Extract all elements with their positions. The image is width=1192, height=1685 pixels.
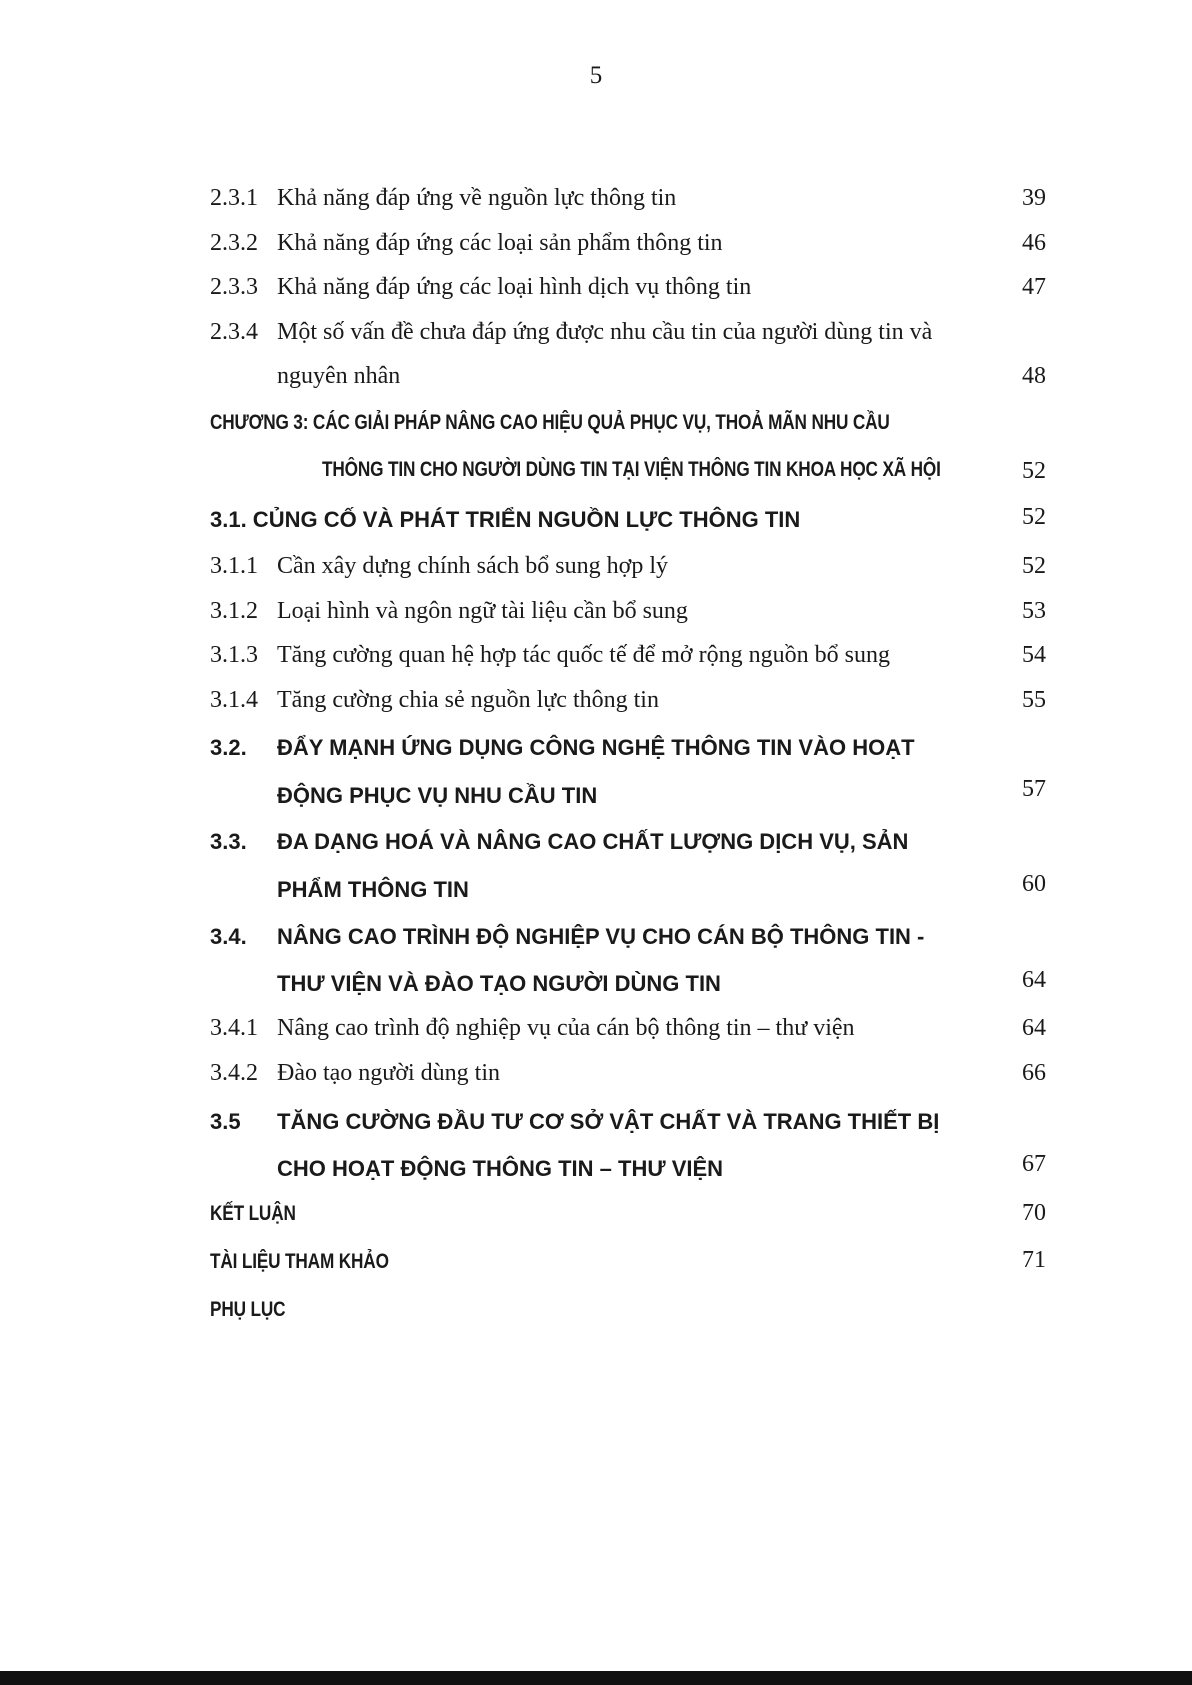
toc-entry-number: 3.1.2	[210, 598, 258, 624]
toc-entry-number: 3.1.1	[210, 553, 258, 579]
toc-appendix[interactable]: PHỤ LỤC	[210, 1298, 286, 1321]
toc-entry-title: Một số vấn đề chưa đáp ứng được nhu cầu tin của người dùng tin và	[277, 319, 933, 345]
toc-section-3-2-title: ĐẨY MẠNH ỨNG DỤNG CÔNG NGHỆ THÔNG TIN VÀO HOẠT	[277, 735, 915, 760]
toc-entry-page: 57	[1022, 776, 1046, 802]
toc-chapter-3-title[interactable]: CHƯƠNG 3: CÁC GIẢI PHÁP NÂNG CAO HIỆU QUẢ PHỤC VỤ, THOẢ MÃN NHU CẦU	[210, 411, 890, 434]
page-bottom-edge	[0, 1671, 1192, 1685]
toc-entry-number: 2.3.2	[210, 230, 258, 256]
toc-entry-page: 46	[1022, 230, 1046, 256]
toc-entry-page: 64	[1022, 1015, 1046, 1041]
toc-section-3-4-title-continued: THƯ VIỆN VÀ ĐÀO TẠO NGƯỜI DÙNG TIN	[277, 971, 721, 996]
toc-entry-number: 2.3.1	[210, 185, 258, 211]
toc-entry-title: Khả năng đáp ứng các loại sản phẩm thông tin	[277, 230, 723, 256]
toc-section-3-5-title-continued: CHO HOẠT ĐỘNG THÔNG TIN – THƯ VIỆN	[277, 1156, 724, 1181]
toc-entry-number: 3.1.3	[210, 642, 258, 668]
toc-entry-title: Đào tạo người dùng tin	[277, 1060, 501, 1086]
toc-section-3-4-title: NÂNG CAO TRÌNH ĐỘ NGHIỆP VỤ CHO CÁN BỘ THÔNG TIN -	[277, 924, 925, 949]
toc-entry-page: 52	[1022, 553, 1046, 579]
toc-entry-number: 2.3.3	[210, 274, 258, 300]
toc-entry-number: 3.1.4	[210, 687, 258, 713]
toc-entry-page: 39	[1022, 185, 1046, 211]
toc-section-3-2-number[interactable]: 3.2.	[210, 735, 247, 760]
toc-section-3-4-number[interactable]: 3.4.	[210, 924, 247, 949]
toc-entry-page: 52	[1022, 458, 1046, 484]
toc-entry-title: Khả năng đáp ứng về nguồn lực thông tin	[277, 185, 677, 211]
toc-chapter-3-title-continued: THÔNG TIN CHO NGƯỜI DÙNG TIN TẠI VIỆN THÔNG TIN KHOA HỌC XÃ HỘI	[322, 458, 941, 481]
toc-entry-number: 2.3.4	[210, 319, 258, 345]
toc-references[interactable]: TÀI LIỆU THAM KHẢO	[210, 1250, 389, 1273]
toc-entry-page: 66	[1022, 1060, 1046, 1086]
page-number: 5	[589, 62, 603, 89]
toc-entry-page: 71	[1022, 1247, 1046, 1273]
toc-entry-page: 60	[1022, 871, 1046, 897]
toc-entry-title: Loại hình và ngôn ngữ tài liệu cần bổ sung	[277, 598, 688, 624]
toc-entry-page: 67	[1022, 1151, 1046, 1177]
toc-entry-page: 53	[1022, 598, 1046, 624]
toc-entry-page: 54	[1022, 642, 1046, 668]
toc-conclusion[interactable]: KẾT LUẬN	[210, 1202, 296, 1225]
toc-section-3-3-title-continued: PHẨM THÔNG TIN	[277, 877, 469, 902]
toc-entry-title: Cần xây dựng chính sách bổ sung hợp lý	[277, 553, 668, 579]
toc-entry-page: 70	[1022, 1200, 1046, 1226]
toc-entry-number: 3.4.2	[210, 1060, 258, 1086]
toc-entry-page: 64	[1022, 967, 1046, 993]
toc-section-3-2-title-continued: ĐỘNG PHỤC VỤ NHU CẦU TIN	[277, 783, 598, 808]
toc-entry-title: Tăng cường chia sẻ nguồn lực thông tin	[277, 687, 659, 713]
toc-section-3-3-title: ĐA DẠNG HOÁ VÀ NÂNG CAO CHẤT LƯỢNG DỊCH VỤ, SẢN	[277, 829, 909, 854]
toc-entry-page: 52	[1022, 504, 1046, 530]
toc-entry-title-continued: nguyên nhân	[277, 363, 401, 389]
toc-entry-title: Tăng cường quan hệ hợp tác quốc tế để mở rộng nguồn bổ sung	[277, 642, 890, 668]
toc-section-3-3-number[interactable]: 3.3.	[210, 829, 247, 854]
toc-entry-title: Khả năng đáp ứng các loại hình dịch vụ thông tin	[277, 274, 752, 300]
toc-section-3-5-title: TĂNG CƯỜNG ĐẦU TƯ CƠ SỞ VẬT CHẤT VÀ TRANG THIẾT BỊ	[277, 1109, 940, 1134]
toc-entry-page: 47	[1022, 274, 1046, 300]
toc-section-3-1[interactable]: 3.1. CỦNG CỐ VÀ PHÁT TRIỂN NGUỒN LỰC THÔNG TIN	[210, 507, 801, 532]
toc-entry-number: 3.4.1	[210, 1015, 258, 1041]
toc-entry-title: Nâng cao trình độ nghiệp vụ của cán bộ thông tin – thư viện	[277, 1015, 855, 1041]
toc-entry-page: 48	[1022, 363, 1046, 389]
toc-section-3-5-number[interactable]: 3.5	[210, 1109, 241, 1134]
toc-entry-page: 55	[1022, 687, 1046, 713]
